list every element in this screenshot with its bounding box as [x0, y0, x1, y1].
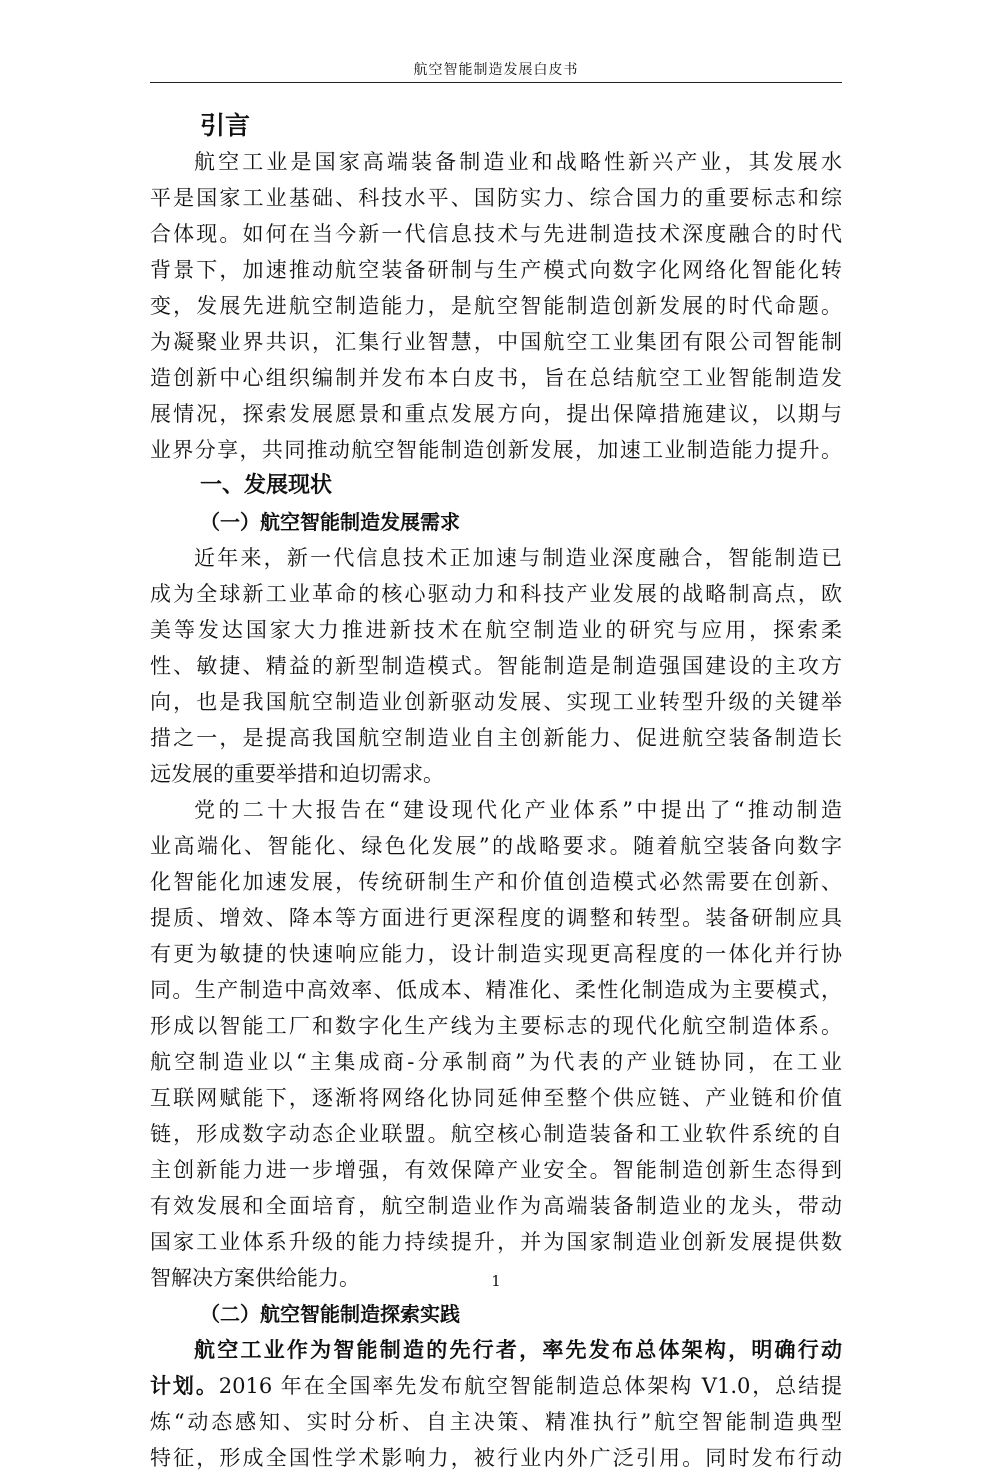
text-line: 变，发展先进航空制造能力，是航空智能制造创新发展的时代命题。 [150, 294, 842, 318]
heading-section-1-1: （一）航空智能制造发展需求 [200, 510, 460, 534]
text-line: 远发展的重要举措和迫切需求。 [150, 762, 444, 786]
running-header: 航空智能制造发展白皮书 [413, 62, 579, 78]
text-line: 近年来，新一代信息技术正加速与制造业深度融合，智能制造已 [194, 546, 842, 570]
text-line: 向，也是我国航空制造业创新驱动发展、实现工业转型升级的关键举 [150, 690, 842, 714]
page-number: 1 [491, 1272, 501, 1290]
bold-lead-sentence-end: 计划。 [150, 1374, 219, 1398]
text-line: 国家工业体系升级的能力持续提升，并为国家制造业创新发展提供数 [150, 1230, 842, 1254]
heading-chapter-1: 一、发展现状 [200, 473, 333, 498]
text-line: 合体现。如何在当今新一代信息技术与先进制造技术深度融合的时代 [150, 222, 842, 246]
text-line: 业高端化、智能化、绿色化发展”的战略要求。随着航空装备向数字 [150, 834, 842, 858]
text-line: 链，形成数字动态企业联盟。航空核心制造装备和工业软件系统的自 [150, 1122, 842, 1146]
text-line: 美等发达国家大力推进新技术在航空制造业的研究与应用，探索柔 [150, 618, 842, 642]
text-line: 航空制造业以“主集成商-分承制商”为代表的产业链协同，在工业 [150, 1050, 842, 1074]
text-line: 为凝聚业界共识，汇集行业智慧，中国航空工业集团有限公司智能制 [150, 330, 842, 354]
text-line: 造创新中心组织编制并发布本白皮书，旨在总结航空工业智能制造发 [150, 366, 842, 390]
text-line: 有更为敏捷的快速响应能力，设计制造实现更高程度的一体化并行协 [150, 942, 842, 966]
text-line: 成为全球新工业革命的核心驱动力和科技产业发展的战略制高点，欧 [150, 582, 842, 606]
text-line: 同。生产制造中高效率、低成本、精准化、柔性化制造成为主要模式， [150, 978, 842, 1002]
text-line: 平是国家工业基础、科技水平、国防实力、综合国力的重要标志和综 [150, 186, 842, 210]
heading-introduction: 引言 [200, 111, 251, 140]
text-line: 化智能化加速发展，传统研制生产和价值创造模式必然需要在创新、 [150, 870, 842, 894]
text-span: 2016 年在全国率先发布航空智能制造总体架构 V1.0，总结提 [218, 1374, 842, 1398]
text-line: 特征，形成全国性学术影响力，被行业内外广泛引用。同时发布行动 [150, 1446, 842, 1470]
text-line: 互联网赋能下，逐渐将网络化协同延伸至整个供应链、产业链和价值 [150, 1086, 842, 1110]
text-line: 性、敏捷、精益的新型制造模式。智能制造是制造强国建设的主攻方 [150, 654, 842, 678]
text-line: 主创新能力进一步增强，有效保障产业安全。智能制造创新生态得到 [150, 1158, 842, 1182]
text-line-mixed [150, 1368, 842, 1404]
text-line: 业界分享，共同推动航空智能制造创新发展，加速工业制造能力提升。 [150, 438, 842, 462]
text-line: 措之一，是提高我国航空制造业自主创新能力、促进航空装备制造长 [150, 726, 842, 750]
intro-paragraph [150, 144, 842, 468]
text-line: 提质、增效、降本等方面进行更深程度的调整和转型。装备研制应具 [150, 906, 842, 930]
text-line: 炼“动态感知、实时分析、自主决策、精准执行”航空智能制造典型 [150, 1410, 842, 1434]
text-line: 智解决方案供给能力。 [150, 1266, 360, 1290]
text-line: 展情况，探索发展愿景和重点发展方向，提出保障措施建议，以期与 [150, 402, 842, 426]
heading-section-1-2: （二）航空智能制造探索实践 [200, 1302, 460, 1326]
text-line: 航空工业是国家高端装备制造业和战略性新兴产业，其发展水 [194, 150, 842, 174]
text-line: 形成以智能工厂和数字化生产线为主要标志的现代化航空制造体系。 [150, 1014, 842, 1038]
document-body [150, 108, 842, 1476]
text-line: 背景下，加速推动航空装备研制与生产模式向数字化网络化智能化转 [150, 258, 842, 282]
header-rule [150, 82, 842, 83]
text-line: 有效发展和全面培育，航空制造业作为高端装备制造业的龙头，带动 [150, 1194, 842, 1218]
text-line: 党的二十大报告在“建设现代化产业体系”中提出了“推动制造 [194, 798, 842, 822]
section-1-2-paragraph-1 [150, 1332, 842, 1476]
bold-lead-sentence: 航空工业作为智能制造的先行者，率先发布总体架构，明确行动 [194, 1338, 842, 1362]
section-1-1-paragraph-1 [150, 540, 842, 792]
section-1-1-paragraph-2 [150, 792, 842, 1296]
